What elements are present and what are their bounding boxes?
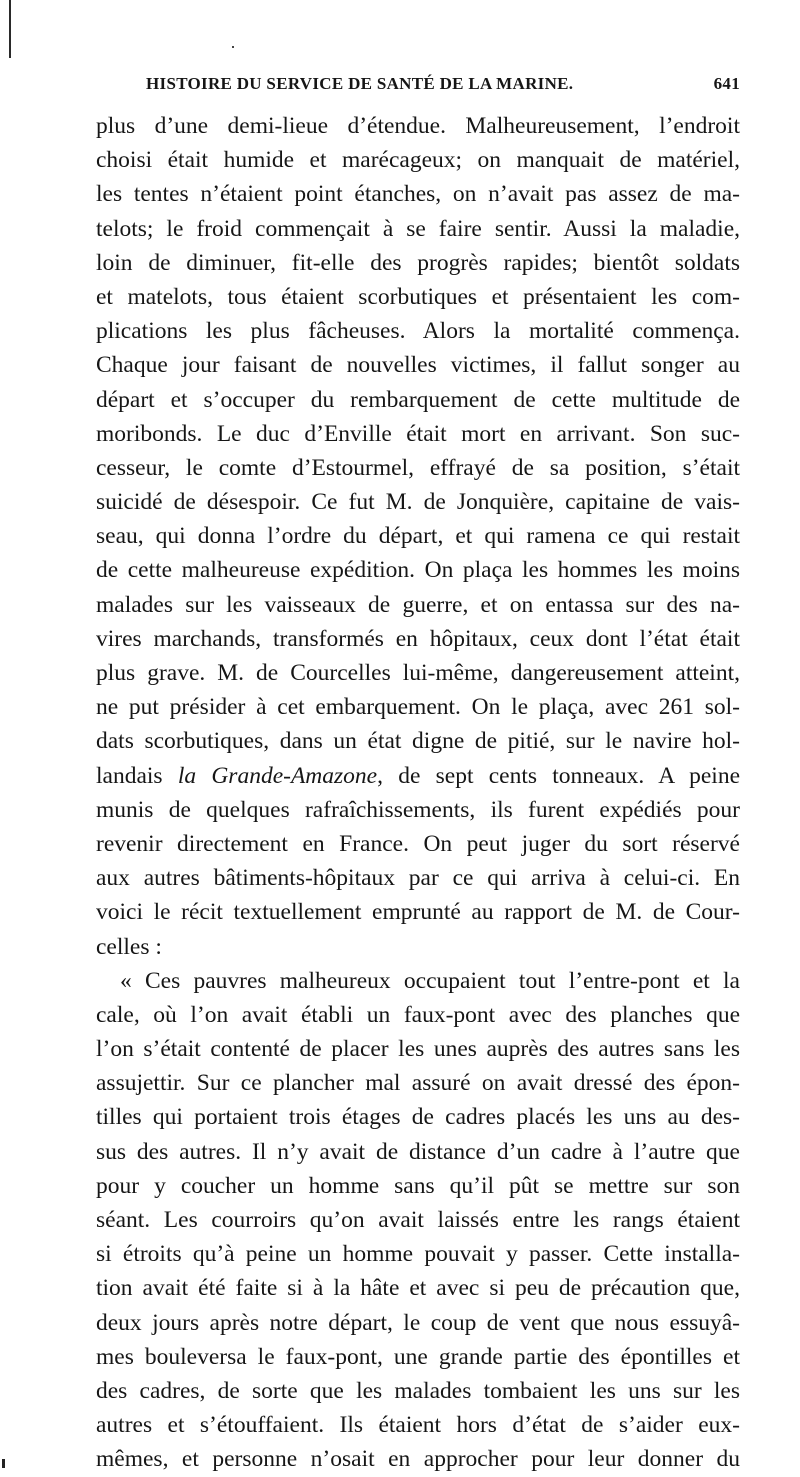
text-line: moribonds. Le duc d’Enville était mort en arrivant. Son suc- [96, 420, 740, 447]
text-fragment: landais [96, 762, 178, 789]
text-line: telots; le froid commençait à se faire sentir. Aussi la maladie, [96, 215, 740, 242]
text-line: celles : [96, 933, 162, 960]
text-line: les tentes n’étaient point étanches, on n’avait pas assez de ma- [96, 181, 740, 208]
binding-edge-line [9, 0, 11, 58]
ship-name: la Grande-Amazone [177, 762, 378, 789]
text-line: vires marchands, transformés en hôpitaux, ceux dont l’état était [96, 625, 740, 652]
quote-line: si étroits qu’à peine un homme pouvait y passer. Cette installa- [96, 1241, 740, 1268]
edge-mark [2, 1459, 5, 1468]
text-line: malades sur les vaisseaux de guerre, et on entassa sur des na- [96, 591, 740, 618]
quote-line: séant. Les courroirs qu’on avait laissés entre les rangs étaient [96, 1207, 740, 1233]
text-line: choisi était humide et marécageux; on manquait de matériel, [96, 147, 740, 174]
text-line: loin de diminuer, fit-elle des progrès rapides; bientôt soldats [96, 249, 740, 276]
quote-line: deux jours après notre départ, le coup de vent que nous essuyâ- [96, 1309, 740, 1336]
running-title: HISTOIRE DU SERVICE DE SANTÉ DE LA MARINE. [146, 74, 574, 93]
text-line: ne put présider à cet embarquement. On le plaça, avec 261 sol- [96, 694, 740, 721]
text-line-ship-name [96, 759, 740, 793]
running-header [146, 74, 740, 100]
body-text [96, 109, 740, 1477]
quote-line: mes bouleversa le faux-pont, une grande partie des épontilles et [96, 1343, 740, 1370]
speck-mark [232, 46, 234, 48]
text-line: et matelots, tous étaient scorbutiques et présentaient les com- [96, 283, 740, 310]
quote-line: cale, où l’on avait établi un faux-pont avec des planches que [96, 1001, 740, 1028]
text-line: suicidé de désespoir. Ce fut M. de Jonquière, capitaine de vais- [96, 489, 740, 516]
text-line: Chaque jour faisant de nouvelles victimes, il fallut songer au [96, 352, 740, 379]
text-fragment: , de sept cents tonneaux. A peine [377, 762, 740, 789]
text-line: plications les plus fâcheuses. Alors la mortalité commença. [96, 318, 740, 345]
text-line: seau, qui donna l’ordre du départ, et qui ramena ce qui restait [96, 523, 740, 550]
text-line: départ et s’occuper du rembarquement de cette multitude de [96, 386, 740, 413]
text-line: munis de quelques rafraîchissements, ils furent expédiés pour [96, 796, 740, 823]
quote-line: tion avait été faite si à la hâte et avec si peu de précaution que, [96, 1275, 740, 1302]
text-line: plus d’une demi-lieue d’étendue. Malheureusement, l’endroit [96, 113, 740, 139]
quote-line: « Ces pauvres malheureux occupaient tout l’entre-pont et la [120, 967, 740, 994]
quote-line: sus des autres. Il n’y avait de distance d’un cadre à l’autre que [96, 1138, 740, 1165]
quote-line: l’on s’était contenté de placer les unes auprès des autres sans les [96, 1036, 740, 1063]
page-number: 641 [713, 74, 740, 93]
text-line: cesseur, le comte d’Estourmel, effrayé de sa position, s’était [96, 454, 740, 481]
quote-line: tilles qui portaient trois étages de cadres placés les uns au des- [96, 1104, 740, 1131]
text-line: de cette malheureuse expédition. On plaça les hommes les moins [96, 557, 740, 584]
quote-line: pour y coucher un homme sans qu’il pût se mettre sur son [96, 1172, 740, 1199]
quote-line: autres et s’étouffaient. Ils étaient hors d’état de s’aider eux- [96, 1412, 740, 1439]
quote-line: des cadres, de sorte que les malades tombaient les uns sur les [96, 1377, 740, 1404]
text-line: aux autres bâtiments-hôpitaux par ce qui arriva à celui-ci. En [96, 865, 740, 892]
quote-line: mêmes, et personne n’osait en approcher pour leur donner du [96, 1446, 740, 1473]
text-line: revenir directement en France. On peut juger du sort réservé [96, 830, 740, 857]
text-line: dats scorbutiques, dans un état digne de pitié, sur le navire hol- [96, 728, 740, 755]
text-line: plus grave. M. de Courcelles lui-même, dangereusement atteint, [96, 660, 740, 686]
quote-line: assujettir. Sur ce plancher mal assuré on avait dressé des épon- [96, 1070, 740, 1097]
text-line: voici le récit textuellement emprunté au rapport de M. de Cour- [96, 899, 740, 926]
